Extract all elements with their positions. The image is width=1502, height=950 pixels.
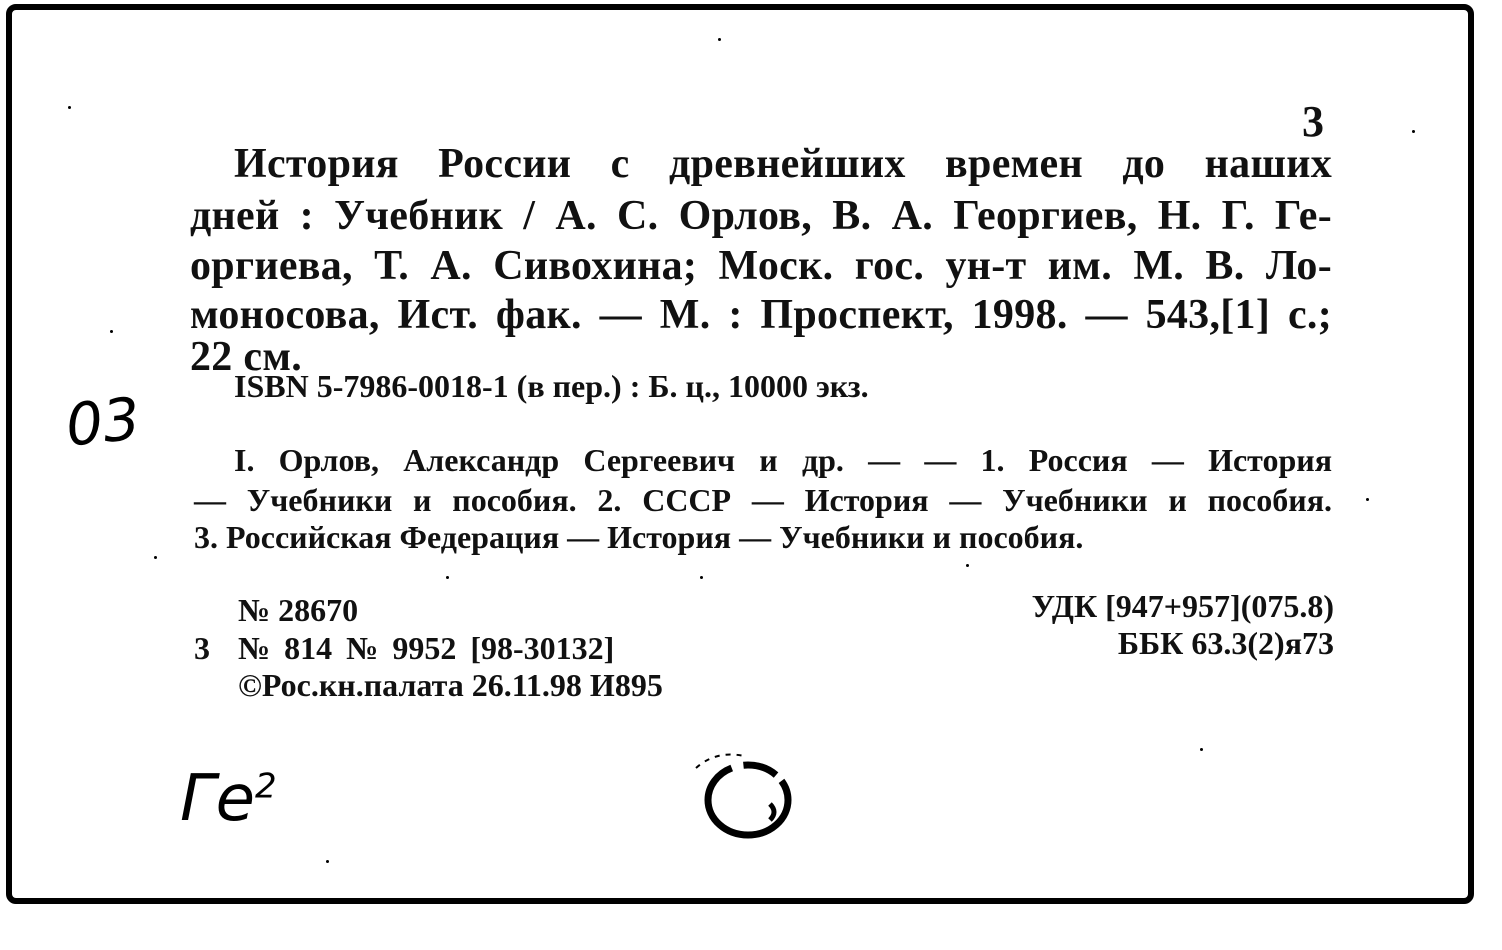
speckle	[718, 38, 721, 41]
bbk-code: ББК 63.3(2)я73	[1117, 625, 1334, 661]
speckle	[326, 860, 329, 863]
handwritten-bottom-text: Ге	[180, 762, 256, 836]
speckle	[1366, 498, 1369, 501]
library-stamp	[672, 730, 822, 870]
stamp-smudge	[696, 755, 744, 769]
speckle	[1200, 748, 1203, 751]
record-number: № 28670	[238, 592, 359, 628]
record-numbers: № 814 № 9952 [98-30132]	[238, 630, 615, 666]
description-line-1: История России с древнейших времен до наших	[234, 141, 1332, 187]
speckle	[154, 556, 157, 559]
description-line-5: 22 см.	[190, 334, 303, 380]
stamp-mark	[770, 804, 774, 820]
record-prefix: 3	[194, 630, 210, 666]
subject-line-2: — Учебники и пособия. 2. СССР — История — Учебники и пособия.	[194, 482, 1332, 518]
handwritten-bottom-mark	[180, 762, 277, 836]
description-line-2: дней : Учебник / А. С. Орлов, В. А. Георгиев, Н. Г. Ге-	[190, 193, 1332, 239]
description-line-3: оргиева, Т. А. Сивохина; Моск. гос. ун-т им. М. В. Ло-	[190, 243, 1332, 289]
handwritten-left-mark: 03	[62, 384, 144, 460]
stamp-ring	[708, 765, 788, 835]
speckle	[68, 106, 71, 109]
description-line-4: моносова, Ист. фак. — М. : Проспект, 1998. — 543,[1] с.;	[190, 292, 1332, 338]
subject-line-1: I. Орлов, Александр Сергеевич и др. — — 1. Россия — История	[234, 442, 1332, 478]
speckle	[110, 330, 113, 333]
subject-line-3: 3. Российская Федерация — История — Учебники и пособия.	[194, 519, 1084, 555]
speckle	[966, 564, 969, 567]
catalog-card	[6, 4, 1474, 904]
speckle	[1412, 130, 1415, 133]
handwritten-superscript: 2	[255, 766, 277, 807]
copyright-line: ©Рос.кн.палата 26.11.98 И895	[238, 667, 663, 703]
isbn-line: ISBN 5-7986-0018-1 (в пер.) : Б. ц., 10000 экз.	[234, 368, 869, 404]
udk-code: УДК [947+957](075.8)	[1031, 588, 1334, 624]
page-number: 3	[1302, 97, 1324, 146]
speckle	[446, 576, 449, 579]
speckle	[700, 576, 703, 579]
